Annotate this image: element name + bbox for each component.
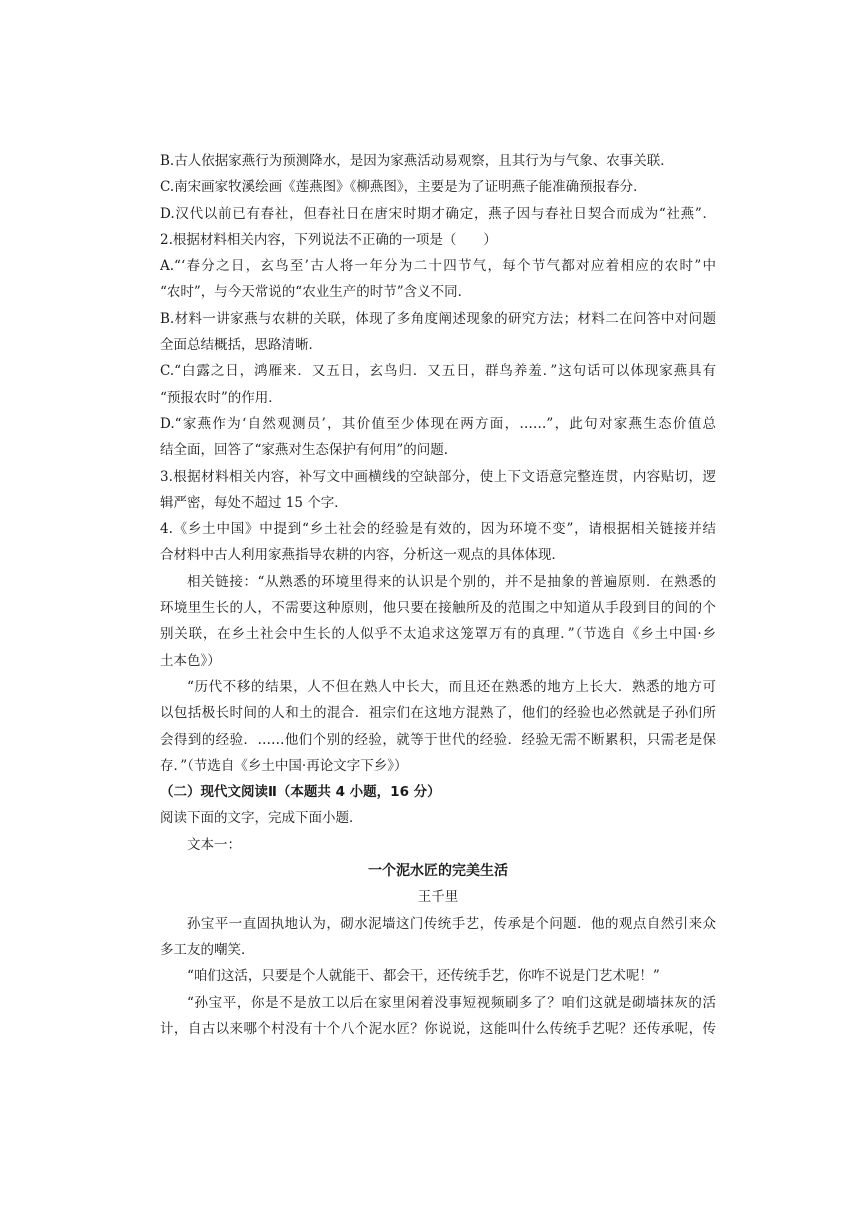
text-line-l14: 辑严密，每处不超过 15 个字． [160, 494, 348, 511]
text-line-l07: B.材料一讲家燕与农耕的关联，体现了多角度阐述现象的研究方法；材料二在问答中对问题 [160, 310, 716, 327]
text-line-l19: 别关联，在乡土社会中生长的人似乎不太追求这笼罩万有的真理．”（节选自《乡土中国·乡 [160, 626, 716, 643]
text-line-l32: “咱们这活，只要是个人就能干、都会干，还传统手艺，你咋不说是门艺术呢！” [187, 968, 660, 985]
text-line-l01: B.古人依据家燕行为预测降水，是因为家燕活动易观察，且其行为与气象、农事关联． [160, 153, 674, 169]
text-line-l08: 全面总结概括，思路清晰． [160, 337, 322, 354]
text-line-l33: “孙宝平，你是不是放工以后在家里闲着没事短视频刷多了？咱们这就是砌墙抹灰的活 [187, 994, 716, 1011]
text-line-l28: 一个泥水匠的完美生活 [368, 863, 508, 880]
text-line-l24: 存．”（节选自《乡土中国·再论文字下乡》） [160, 757, 408, 774]
text-line-l27: 文本一： [187, 836, 241, 853]
text-line-l31: 多工友的嘲笑． [160, 941, 255, 958]
text-line-l10: “预报农时”的作用． [160, 389, 282, 406]
text-line-l11: D.“家燕作为‘自然观测员’，其价值至少体现在两方面，……”，此句对家燕生态价值总 [160, 415, 716, 432]
text-line-l13: 3.根据材料相关内容，补写文中画横线的空缺部分，使上下文语意完整连贯，内容贴切，逻 [160, 468, 716, 485]
text-line-l16: 合材料中古人利用家燕指导农耕的内容，分析这一观点的具体体现． [160, 547, 565, 564]
text-line-l02: C.南宋画家牧溪绘画《莲燕图》《柳燕图》，主要是为了证明燕子能准确预报春分． [160, 179, 647, 196]
text-line-l29: 王千里 [417, 889, 459, 906]
text-line-l09: C.“白露之日，鸿雁来．又五日，玄鸟归．又五日，群鸟养羞．”这句话可以体现家燕具有 [160, 363, 716, 380]
text-line-l17: 相关链接：“从熟悉的环境里得来的认识是个别的，并不是抽象的普遍原则．在熟悉的 [187, 573, 716, 590]
text-line-l06: “农时”，与今天常说的“农业生产的时节”含义不同． [160, 284, 472, 301]
text-line-l23: 会得到的经验．……他们个别的经验，就等于世代的经验．经验无需不断累积，只需老是保 [160, 731, 716, 748]
text-line-l18: 环境里生长的人，不需要这种原则，他只要在接触所及的范围之中知道从手段到目的间的个 [160, 600, 716, 617]
text-line-l04: 2.根据材料相关内容，下列说法不正确的一项是（ ） [160, 231, 497, 248]
text-line-l15: 4.《乡土中国》中提到“乡土社会的经验是有效的，因为环境不变”，请根据相关链接并结 [160, 521, 716, 538]
text-line-l12: 结全面，回答了“家燕对生态保护有何用”的问题． [160, 442, 458, 459]
text-line-l26: 阅读下面的文字，完成下面小题． [160, 810, 363, 827]
document-page [160, 148, 716, 1042]
text-line-l21: “历代不移的结果，人不但在熟人中长大，而且还在熟悉的地方上长大．熟悉的地方可 [187, 678, 716, 695]
text-line-l34: 计，自古以来哪个村没有十个八个泥水匠？你说说，这能叫什么传统手艺呢？还传承呢，传 [160, 1020, 716, 1037]
text-line-l05: A.“‘春分之日，玄鸟至’古人将一年分为二十四节气，每个节气都对应着相应的农时”中 [160, 258, 716, 275]
text-line-l20: 土本色》） [160, 652, 221, 669]
text-line-l22: 以包括极长时间的人和土的混合．祖宗们在这地方混熟了，他们的经验也必然就是子孙们所 [160, 705, 716, 722]
text-line-l25: （二）现代文阅读Ⅱ（本题共 4 小题，16 分） [160, 784, 441, 801]
text-line-l03: D.汉代以前已有春社，但春社日在唐宋时期才确定，燕子因与春社日契合而成为“社燕”． [160, 205, 716, 222]
text-line-l30: 孙宝平一直固执地认为，砌水泥墙这门传统手艺，传承是个问题．他的观点自然引来众 [187, 915, 716, 932]
